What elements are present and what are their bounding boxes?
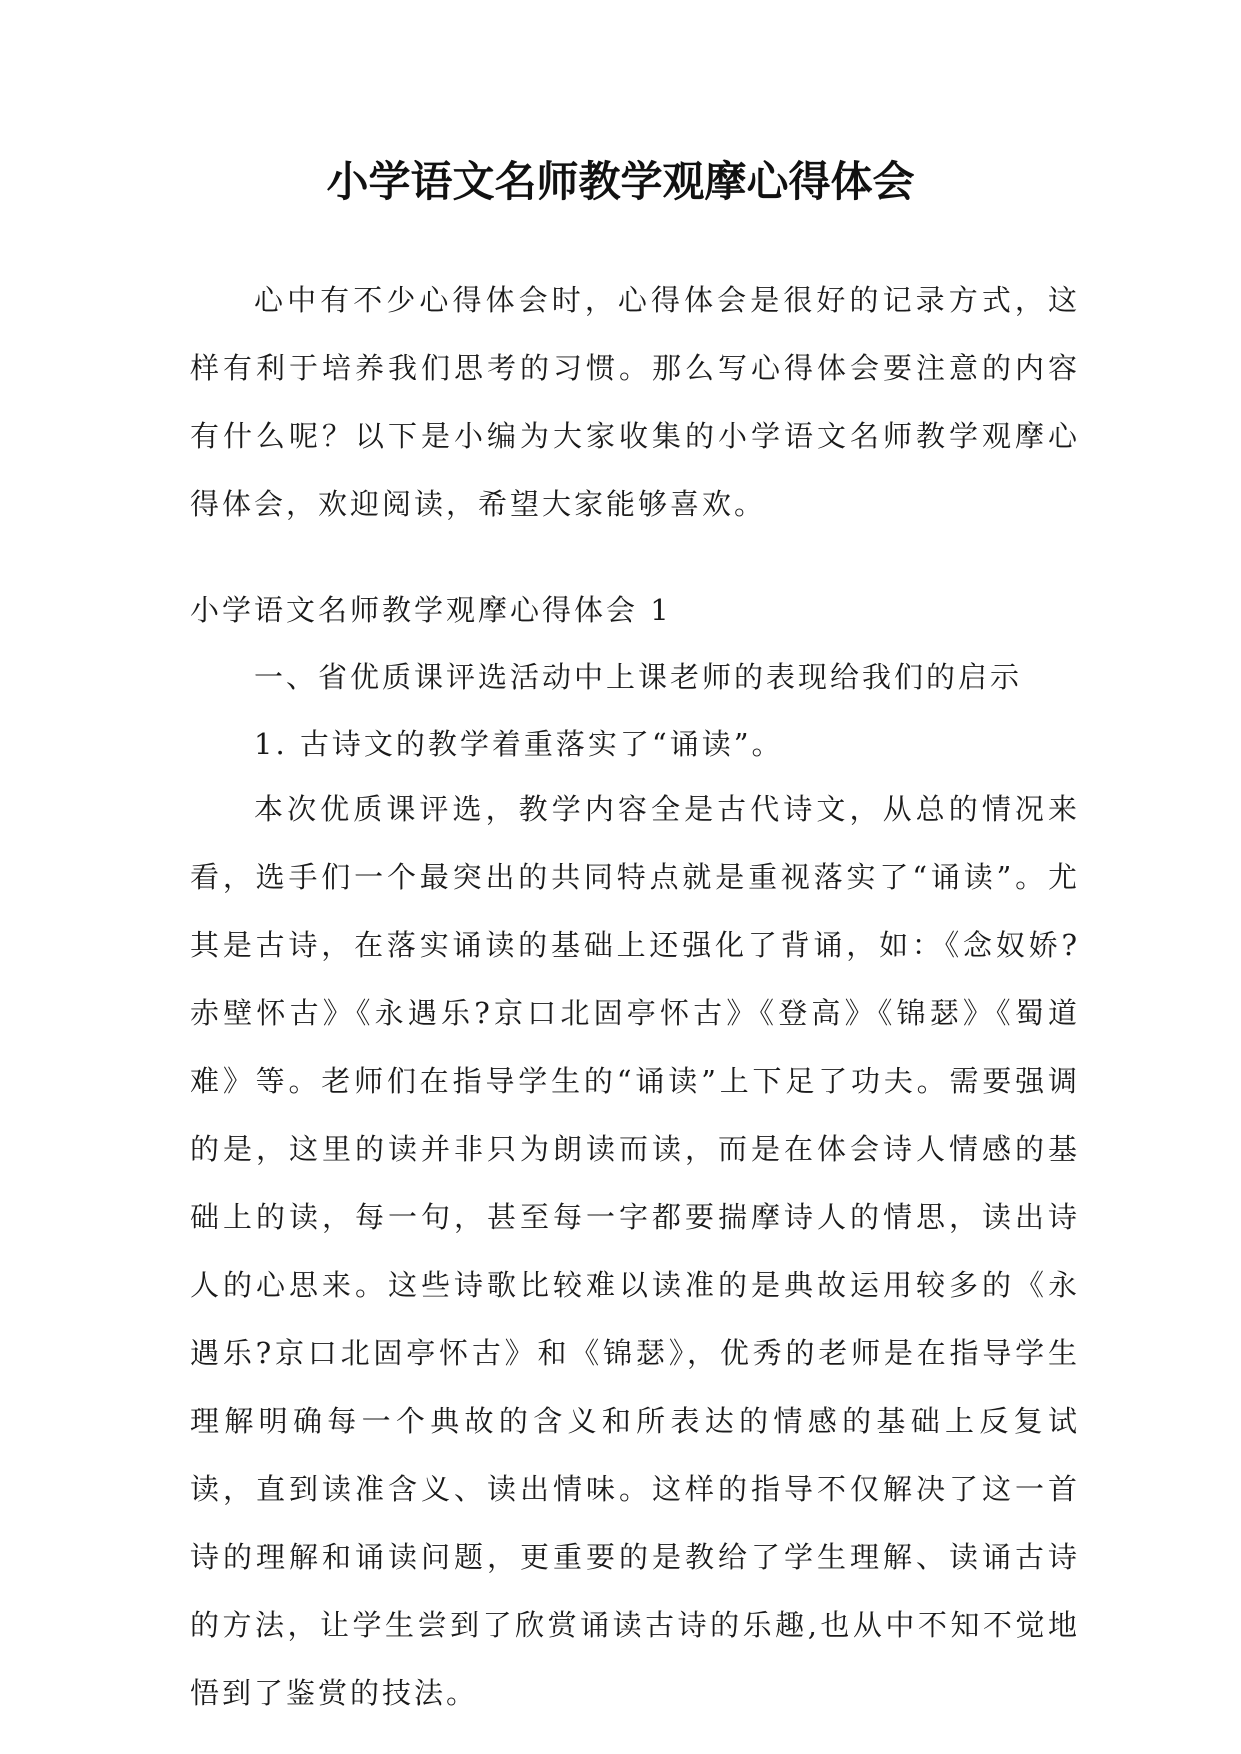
- body-paragraph: 本次优质课评选，教学内容全是古代诗文，从总的情况来看，选手们一个最突出的共同特点就是重视落实了“诵读”。尤其是古诗，在落实诵读的基础上还强化了背诵，如：《念奴娇?赤壁怀古》《永遇乐?京口北固亭怀古》《登高》《锦瑟》《蜀道难》等。老师们在指导学生的“诵读”上下足了功夫。需要强调的是，这里的读并非只为朗读而读，而是在体会诗人情感的基础上的读，每一句，甚至每一字都要揣摩诗人的情思，读出诗人的心思来。这些诗歌比较难以读准的是典故运用较多的《永遇乐?京口北固亭怀古》和《锦瑟》，优秀的老师是在指导学生理解明确每一个典故的含义和所表达的情感的基础上反复试读，直到读准含义、读出情味。这样的指导不仅解决了这一首诗的理解和诵读问题，更重要的是教给了学生理解、读诵古诗的方法，让学生尝到了欣赏诵读古诗的乐趣,也从中不知不觉地悟到了鉴赏的技法。: [190, 792, 1080, 1710]
- document-title: 小学语文名师教学观摩心得体会: [326, 157, 915, 206]
- subheading: 一、省优质课评选活动中上课老师的表现给我们的启示: [254, 660, 1023, 694]
- section-heading: 小学语文名师教学观摩心得体会 1: [190, 593, 672, 627]
- intro-paragraph: 心中有不少心得体会时，心得体会是很好的记录方式，这样有利于培养我们思考的习惯。那么写心得体会要注意的内容有什么呢？以下是小编为大家收集的小学语文名师教学观摩心得体会，欢迎阅读，希望大家能够喜欢。: [190, 283, 1080, 521]
- point-heading: 1. 古诗文的教学着重落实了“诵读”。: [254, 727, 784, 761]
